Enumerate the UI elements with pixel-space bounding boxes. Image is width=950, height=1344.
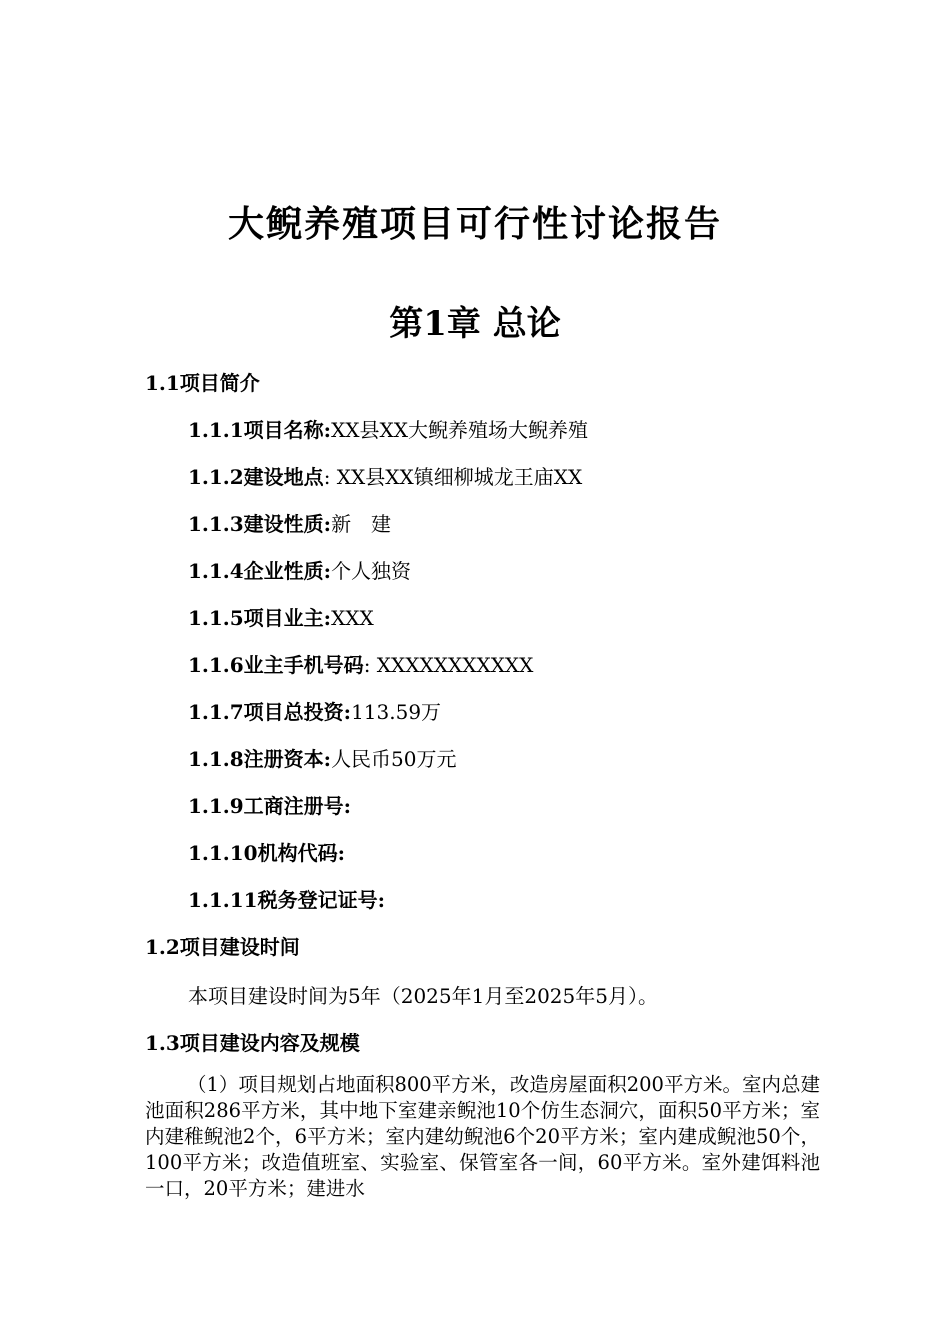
document-title: 大鲵养殖项目可行性讨论报告 [227, 203, 722, 245]
item-label: 1.1.4企业性质: [188, 559, 332, 583]
item-nature [188, 508, 391, 537]
item-value: 113.59万 [351, 700, 442, 724]
item-label: 1.1.11税务登记证号: [188, 888, 385, 912]
item-value: 新 建 [331, 512, 392, 536]
item-value: 人民币50万元 [331, 747, 457, 771]
section-heading-1-3: 1.3项目建设内容及规模 [145, 1031, 360, 1055]
item-label: 1.1.6业主手机号码 [188, 653, 364, 677]
item-value: XX县XX大鲵养殖场大鲵养殖 [331, 418, 589, 442]
construction-scope-paragraph: （1）项目规划占地面积800平方米，改造房屋面积200平方米。室内总建池面积286平方米，其中地下室建亲鲵池10个仿生态洞穴，面积50平方米；室内建稚鲵池2个，6平方米；室内建幼鲵池6个20平方米；室内建成鲵池50个，100平方米；改造值班室、实验室、保管室各一间，60平方米。室外建饵料池一口，20平方米；建进水 [145, 1073, 820, 1200]
item-label: 1.1.8注册资本: [188, 747, 332, 771]
item-enterprise-type [188, 555, 411, 584]
item-business-registration [188, 790, 351, 819]
item-tax-registration [188, 884, 385, 913]
item-label: 1.1.10机构代码: [188, 841, 345, 865]
item-owner [188, 602, 374, 631]
item-value: : XXXXXXXXXXX [363, 653, 534, 677]
item-registered-capital [188, 743, 457, 772]
construction-time-paragraph: 本项目建设时间为5年（2025年1月至2025年5月）。 [188, 984, 658, 1008]
item-label: 1.1.5项目业主: [188, 606, 332, 630]
section-heading-1-2: 1.2项目建设时间 [145, 935, 300, 959]
item-label: 1.1.3建设性质: [188, 512, 332, 536]
chapter-title: 第1章 总论 [389, 304, 561, 344]
section-heading-1-1: 1.1项目简介 [145, 371, 260, 395]
item-total-investment [188, 696, 441, 725]
item-label: 1.1.2建设地点 [188, 465, 324, 489]
item-owner-phone [188, 649, 533, 678]
item-value: XXX [331, 606, 374, 630]
item-org-code [188, 837, 345, 866]
item-project-name [188, 414, 588, 443]
item-value: : XX县XX镇细柳城龙王庙XX [323, 465, 583, 489]
item-label: 1.1.1项目名称: [188, 418, 332, 442]
item-label: 1.1.7项目总投资: [188, 700, 352, 724]
item-label: 1.1.9工商注册号: [188, 794, 352, 818]
item-location [188, 461, 582, 490]
item-value: 个人独资 [331, 559, 412, 583]
